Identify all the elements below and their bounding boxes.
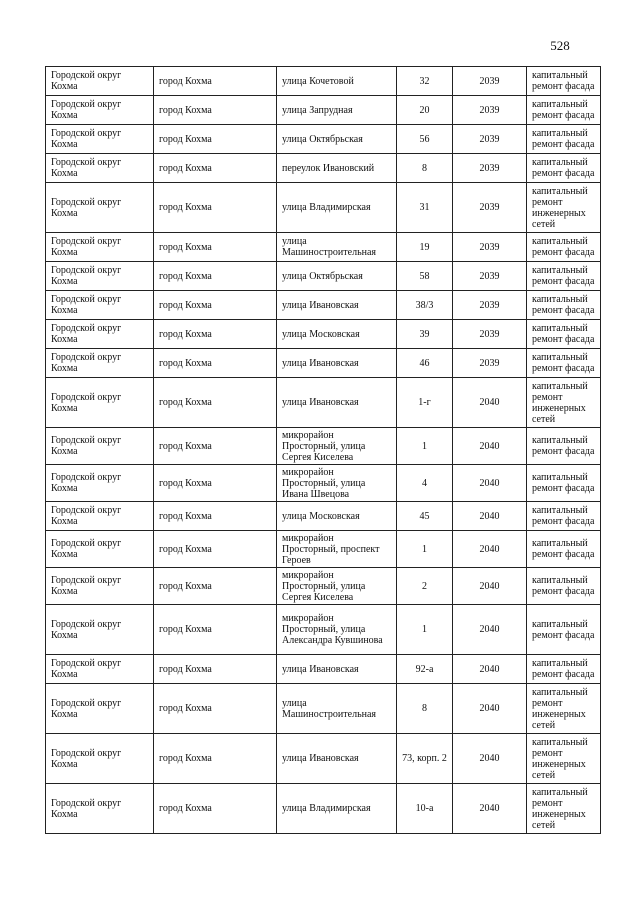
okrug-cell: Городской округ Кохма [46, 320, 154, 349]
table-row [46, 378, 601, 428]
house-number-cell: 56 [397, 125, 453, 154]
work-type-cell: капитальный ремонт фасада [527, 502, 601, 531]
street-cell: микрорайон Просторный, проспект Героев [277, 531, 397, 568]
table-row [46, 784, 601, 834]
table-row [46, 125, 601, 154]
house-number-cell: 38/3 [397, 291, 453, 320]
house-number-cell: 19 [397, 233, 453, 262]
okrug-cell: Городской округ Кохма [46, 183, 154, 233]
table-body [46, 67, 601, 834]
street-cell: улица Ивановская [277, 378, 397, 428]
year-cell: 2039 [453, 67, 527, 96]
year-cell: 2039 [453, 262, 527, 291]
city-cell: город Кохма [154, 378, 277, 428]
work-type-cell: капитальный ремонт фасада [527, 320, 601, 349]
okrug-cell: Городской округ Кохма [46, 568, 154, 605]
city-cell: город Кохма [154, 684, 277, 734]
city-cell: город Кохма [154, 96, 277, 125]
okrug-cell: Городской округ Кохма [46, 262, 154, 291]
city-cell: город Кохма [154, 183, 277, 233]
house-number-cell: 45 [397, 502, 453, 531]
street-cell: улица Московская [277, 502, 397, 531]
house-number-cell: 1-г [397, 378, 453, 428]
city-cell: город Кохма [154, 125, 277, 154]
house-number-cell: 20 [397, 96, 453, 125]
city-cell: город Кохма [154, 568, 277, 605]
street-cell: микрорайон Просторный, улица Ивана Швецова [277, 465, 397, 502]
okrug-cell: Городской округ Кохма [46, 428, 154, 465]
work-type-cell: капитальный ремонт фасада [527, 568, 601, 605]
street-cell: улица Московская [277, 320, 397, 349]
city-cell: город Кохма [154, 465, 277, 502]
year-cell: 2040 [453, 378, 527, 428]
street-cell: улица Кочетовой [277, 67, 397, 96]
year-cell: 2039 [453, 320, 527, 349]
okrug-cell: Городской округ Кохма [46, 605, 154, 655]
table-row [46, 428, 601, 465]
housing-repair-table [45, 66, 601, 834]
house-number-cell: 46 [397, 349, 453, 378]
street-cell: улица Владимирская [277, 183, 397, 233]
year-cell: 2039 [453, 125, 527, 154]
okrug-cell: Городской округ Кохма [46, 154, 154, 183]
table-row [46, 734, 601, 784]
house-number-cell: 1 [397, 605, 453, 655]
year-cell: 2039 [453, 154, 527, 183]
work-type-cell: капитальный ремонт фасада [527, 154, 601, 183]
city-cell: город Кохма [154, 531, 277, 568]
okrug-cell: Городской округ Кохма [46, 233, 154, 262]
house-number-cell: 39 [397, 320, 453, 349]
city-cell: город Кохма [154, 655, 277, 684]
year-cell: 2039 [453, 183, 527, 233]
work-type-cell: капитальный ремонт инженерных сетей [527, 378, 601, 428]
okrug-cell: Городской округ Кохма [46, 502, 154, 531]
year-cell: 2040 [453, 428, 527, 465]
table-row [46, 96, 601, 125]
house-number-cell: 2 [397, 568, 453, 605]
okrug-cell: Городской округ Кохма [46, 349, 154, 378]
house-number-cell: 1 [397, 531, 453, 568]
year-cell: 2039 [453, 349, 527, 378]
street-cell: улица Октябрьская [277, 262, 397, 291]
okrug-cell: Городской округ Кохма [46, 734, 154, 784]
year-cell: 2040 [453, 605, 527, 655]
work-type-cell: капитальный ремонт фасада [527, 233, 601, 262]
house-number-cell: 58 [397, 262, 453, 291]
okrug-cell: Городской округ Кохма [46, 125, 154, 154]
house-number-cell: 8 [397, 684, 453, 734]
house-number-cell: 10-а [397, 784, 453, 834]
city-cell: город Кохма [154, 428, 277, 465]
city-cell: город Кохма [154, 502, 277, 531]
page-number: 528 [550, 38, 570, 53]
street-cell: улица Машиностроительная [277, 684, 397, 734]
work-type-cell: капитальный ремонт фасада [527, 96, 601, 125]
year-cell: 2040 [453, 531, 527, 568]
okrug-cell: Городской округ Кохма [46, 291, 154, 320]
table-row [46, 67, 601, 96]
house-number-cell: 73, корп. 2 [397, 734, 453, 784]
street-cell: улица Запрудная [277, 96, 397, 125]
house-number-cell: 32 [397, 67, 453, 96]
city-cell: город Кохма [154, 67, 277, 96]
table-row [46, 154, 601, 183]
year-cell: 2039 [453, 291, 527, 320]
table-row [46, 605, 601, 655]
street-cell: улица Ивановская [277, 734, 397, 784]
year-cell: 2040 [453, 655, 527, 684]
year-cell: 2040 [453, 684, 527, 734]
city-cell: город Кохма [154, 320, 277, 349]
house-number-cell: 8 [397, 154, 453, 183]
work-type-cell: капитальный ремонт инженерных сетей [527, 183, 601, 233]
table-row [46, 349, 601, 378]
work-type-cell: капитальный ремонт фасада [527, 67, 601, 96]
okrug-cell: Городской округ Кохма [46, 378, 154, 428]
okrug-cell: Городской округ Кохма [46, 531, 154, 568]
work-type-cell: капитальный ремонт фасада [527, 465, 601, 502]
year-cell: 2040 [453, 568, 527, 605]
street-cell: улица Машиностроительная [277, 233, 397, 262]
year-cell: 2039 [453, 233, 527, 262]
city-cell: город Кохма [154, 784, 277, 834]
table-row [46, 531, 601, 568]
city-cell: город Кохма [154, 262, 277, 291]
house-number-cell: 4 [397, 465, 453, 502]
table-row [46, 502, 601, 531]
street-cell: улица Ивановская [277, 349, 397, 378]
work-type-cell: капитальный ремонт фасада [527, 125, 601, 154]
table-row [46, 320, 601, 349]
city-cell: город Кохма [154, 605, 277, 655]
okrug-cell: Городской округ Кохма [46, 465, 154, 502]
table-row [46, 655, 601, 684]
city-cell: город Кохма [154, 734, 277, 784]
year-cell: 2039 [453, 96, 527, 125]
street-cell: улица Ивановская [277, 655, 397, 684]
okrug-cell: Городской округ Кохма [46, 784, 154, 834]
city-cell: город Кохма [154, 154, 277, 183]
year-cell: 2040 [453, 784, 527, 834]
table-row [46, 465, 601, 502]
street-cell: микрорайон Просторный, улица Сергея Киселева [277, 428, 397, 465]
city-cell: город Кохма [154, 291, 277, 320]
okrug-cell: Городской округ Кохма [46, 96, 154, 125]
work-type-cell: капитальный ремонт фасада [527, 349, 601, 378]
street-cell: улица Ивановская [277, 291, 397, 320]
work-type-cell: капитальный ремонт инженерных сетей [527, 734, 601, 784]
work-type-cell: капитальный ремонт инженерных сетей [527, 684, 601, 734]
street-cell: переулок Ивановский [277, 154, 397, 183]
year-cell: 2040 [453, 465, 527, 502]
year-cell: 2040 [453, 502, 527, 531]
table-row [46, 233, 601, 262]
table-row [46, 568, 601, 605]
city-cell: город Кохма [154, 349, 277, 378]
okrug-cell: Городской округ Кохма [46, 684, 154, 734]
table-row [46, 183, 601, 233]
city-cell: город Кохма [154, 233, 277, 262]
work-type-cell: капитальный ремонт фасада [527, 605, 601, 655]
work-type-cell: капитальный ремонт фасада [527, 531, 601, 568]
house-number-cell: 31 [397, 183, 453, 233]
table-row [46, 262, 601, 291]
work-type-cell: капитальный ремонт фасада [527, 428, 601, 465]
street-cell: улица Октябрьская [277, 125, 397, 154]
street-cell: микрорайон Просторный, улица Сергея Киселева [277, 568, 397, 605]
table-row [46, 291, 601, 320]
street-cell: микрорайон Просторный, улица Александра Кувшинова [277, 605, 397, 655]
okrug-cell: Городской округ Кохма [46, 67, 154, 96]
house-number-cell: 92-а [397, 655, 453, 684]
work-type-cell: капитальный ремонт фасада [527, 655, 601, 684]
okrug-cell: Городской округ Кохма [46, 655, 154, 684]
year-cell: 2040 [453, 734, 527, 784]
table-row [46, 684, 601, 734]
street-cell: улица Владимирская [277, 784, 397, 834]
house-number-cell: 1 [397, 428, 453, 465]
work-type-cell: капитальный ремонт фасада [527, 262, 601, 291]
work-type-cell: капитальный ремонт фасада [527, 291, 601, 320]
work-type-cell: капитальный ремонт инженерных сетей [527, 784, 601, 834]
